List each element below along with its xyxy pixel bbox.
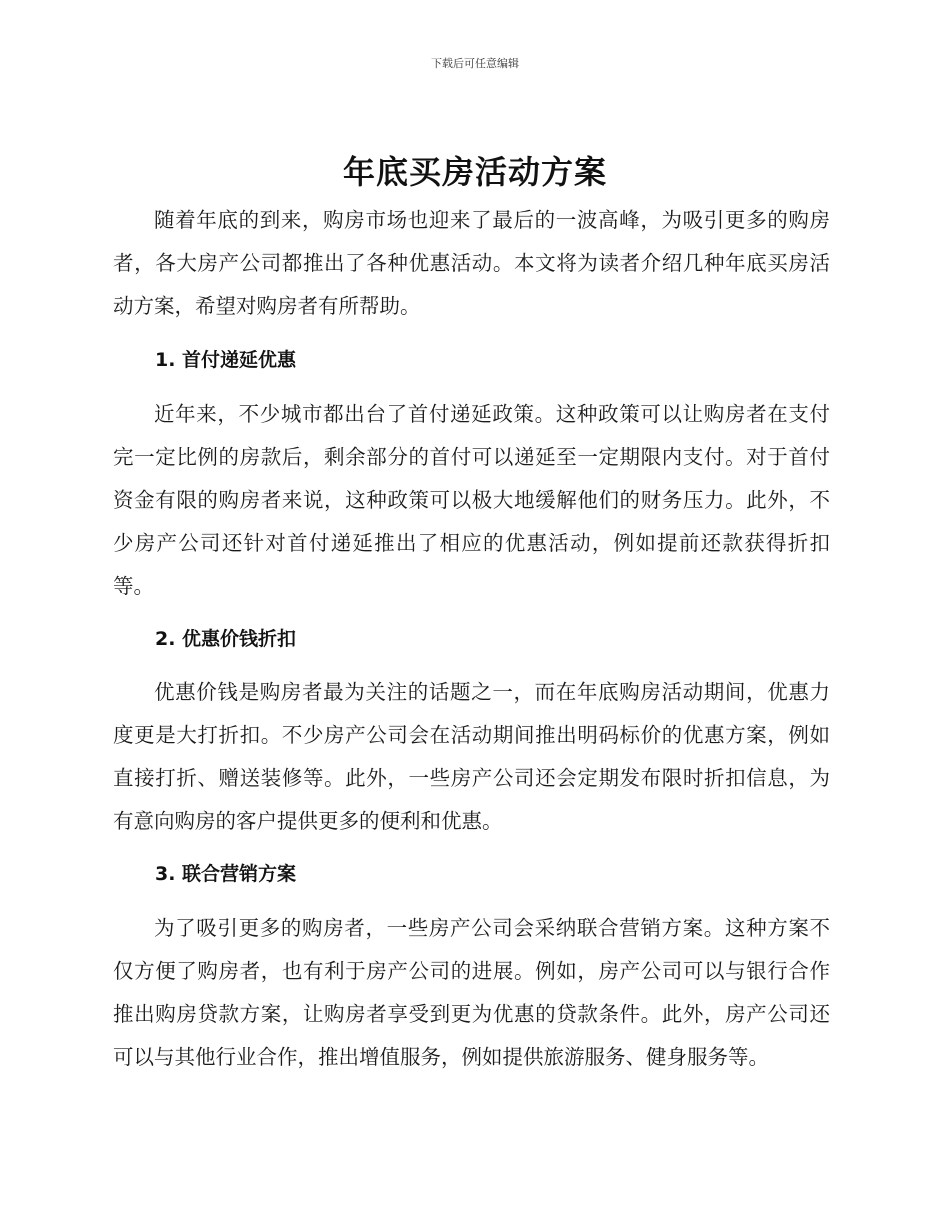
section-heading-1: 1. 首付递延优惠 xyxy=(155,349,297,371)
section-paragraph-2: 优惠价钱是购房者最为关注的话题之一，而在年底购房活动期间，优惠力度更是大打折扣。不少房产公司会在活动期间推出明码标价的优惠方案，例如直接打折、赠送装修等。此外，一些房产公司还会定期发布限时折扣信息，为有意向购房的客户提供更多的便利和优惠。 xyxy=(113,680,830,833)
section-paragraph-1: 近年来，不少城市都出台了首付递延政策。这种政策可以让购房者在支付完一定比例的房款后，剩余部分的首付可以递延至一定期限内支付。对于首付资金有限的购房者来说，这种政策可以极大地缓解他们的财务压力。此外，不少房产公司还针对首付递延推出了相应的优惠活动，例如提前还款获得折扣等。 xyxy=(113,402,830,598)
section-heading-2: 2. 优惠价钱折扣 xyxy=(155,628,297,650)
header-note: 下载后可任意编辑 xyxy=(431,57,519,70)
section-paragraph-3: 为了吸引更多的购房者，一些房产公司会采纳联合营销方案。这种方案不仅方便了购房者，也有利于房产公司的进展。例如，房产公司可以与银行合作推出购房贷款方案，让购房者享受到更为优惠的贷款条件。此外，房产公司还可以与其他行业合作，推出增值服务，例如提供旅游服务、健身服务等。 xyxy=(113,916,830,1069)
intro-paragraph: 随着年底的到来，购房市场也迎来了最后的一波高峰，为吸引更多的购房者，各大房产公司都推出了各种优惠活动。本文将为读者介绍几种年底买房活动方案，希望对购房者有所帮助。 xyxy=(113,208,830,318)
section-heading-3: 3. 联合营销方案 xyxy=(155,863,297,885)
document-title: 年底买房活动方案 xyxy=(342,153,607,191)
